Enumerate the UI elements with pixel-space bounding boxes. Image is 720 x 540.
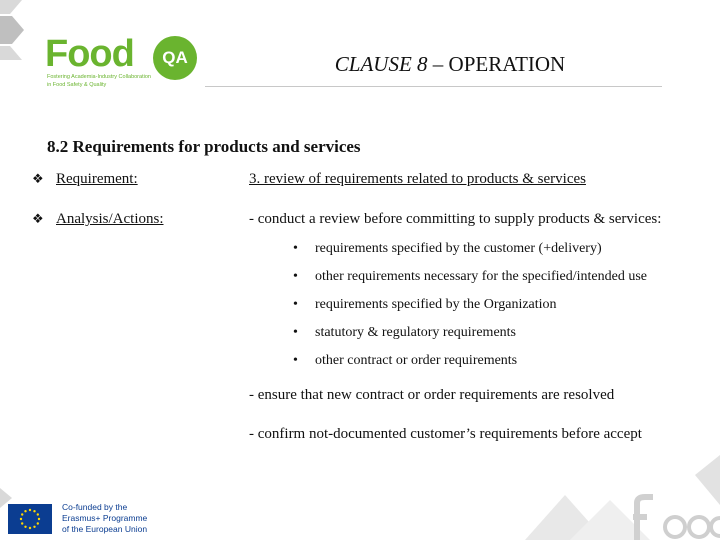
requirement-label (32, 171, 138, 188)
analysis-label-text: Analysis/Actions: (56, 211, 164, 227)
bullet-dot-icon: • (293, 353, 298, 368)
list-item (293, 241, 602, 257)
logo-qa-badge: QA (153, 36, 197, 80)
requirement-value: 3. review of requirements related to products & services (249, 171, 586, 187)
title-operation: – OPERATION (427, 52, 566, 76)
eu-text (62, 502, 147, 535)
eu-text-line: Erasmus+ Programme (62, 513, 148, 523)
list-item (293, 353, 517, 369)
list-item (293, 325, 516, 341)
analysis-label (32, 211, 164, 228)
list-item-text: requirements specified by the Organization (315, 297, 557, 312)
followup-text: - confirm not-documented customer’s requirements before accept (249, 426, 642, 442)
bullet-dot-icon: • (293, 269, 298, 284)
list-item-text: requirements specified by the customer (+delivery) (315, 241, 602, 256)
diamond-bullet-icon: ❖ (32, 211, 44, 226)
logo-wordmark: Food (45, 33, 134, 75)
bullet-dot-icon: • (293, 297, 298, 312)
followup-text: - ensure that new contract or order requirements are resolved (249, 387, 615, 403)
diamond-bullet-icon: ❖ (32, 171, 44, 186)
eu-text-line: of the European Union (62, 524, 148, 534)
foodqa-logo (45, 34, 205, 92)
bullet-dot-icon: • (293, 325, 298, 340)
list-item-text: statutory & regulatory requirements (315, 325, 516, 340)
eu-text-line: Co-funded by the (62, 502, 128, 512)
title-clause: CLAUSE 8 (334, 52, 428, 76)
bullet-dot-icon: • (293, 241, 298, 256)
eu-flag-icon (8, 504, 52, 534)
corner-decoration-top-left (0, 0, 30, 62)
list-item-text: other contract or order requirements (315, 353, 518, 368)
list-item (293, 297, 557, 313)
requirement-label-text: Requirement: (56, 171, 138, 187)
corner-decoration-bottom-right (525, 455, 720, 540)
analysis-value: - conduct a review before committing to supply products & services: (249, 211, 662, 227)
eu-cofunded-badge (8, 500, 153, 540)
section-heading: 8.2 Requirements for products and services (47, 137, 361, 156)
list-item (293, 269, 647, 285)
page-title (300, 52, 600, 77)
list-item-text: other requirements necessary for the specified/intended use (315, 269, 647, 284)
header-divider (205, 86, 662, 87)
logo-tagline: Fostering Academia-Industry Collaboration (47, 74, 151, 80)
logo-tagline-2: in Food Safety & Quality (47, 82, 107, 88)
